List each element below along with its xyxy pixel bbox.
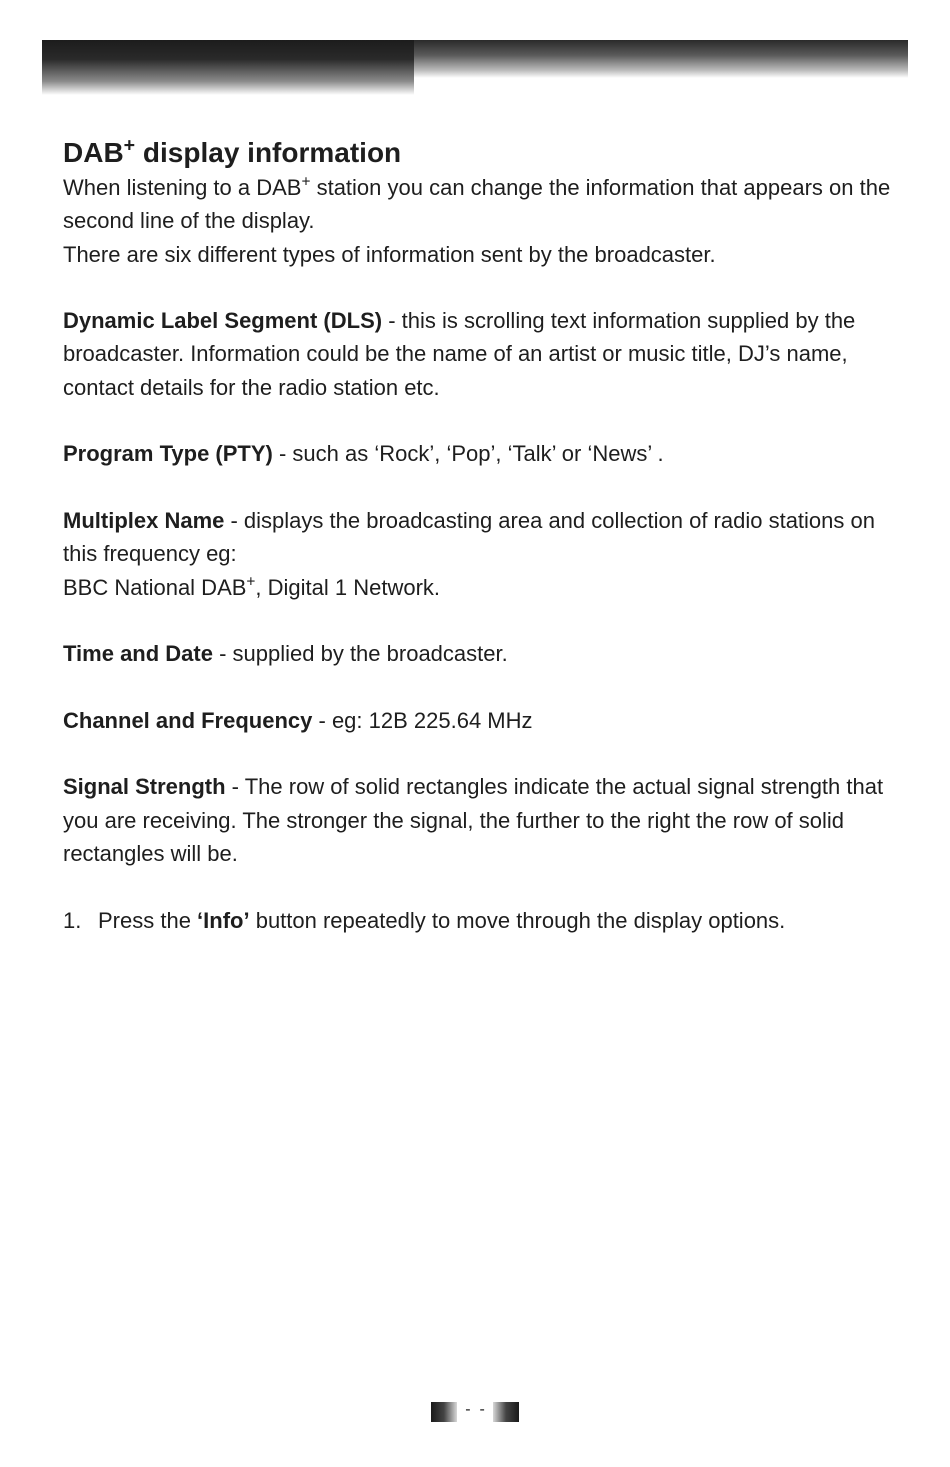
header-bar-gradient-block [414, 40, 908, 78]
info-item-time-date: Time and Date - supplied by the broadcaster. [63, 641, 508, 667]
info-item-signal-strength: Signal Strength - The row of solid rectangles indicate the actual signal strength that you are receiving. The stronger the signal, the further to the right the row of solid rectangles will be. [63, 774, 884, 866]
intro-paragraph: When listening to a DAB+ station you can change the information that appears on the second line of the display. [63, 173, 891, 234]
info-item-multiplex: Multiplex Name - displays the broadcasting area and collection of radio stations on this frequency eg: [63, 507, 875, 567]
step-text: Press the ‘Info’ button repeatedly to move through the display options. [98, 907, 786, 933]
footer-left-block [431, 1402, 457, 1422]
info-item-multiplex-example: BBC National DAB+, Digital 1 Network. [63, 573, 441, 600]
header-bar-dark-block [42, 40, 414, 95]
info-item-dls: Dynamic Label Segment (DLS) - this is scrolling text information supplied by the broadcaster. Information could be the name of an artist or music title, DJ’s name, contact details for the radio station etc. [63, 308, 856, 400]
header-bar [42, 40, 908, 95]
step-item [63, 904, 903, 937]
page-title: DAB+ display information [63, 134, 402, 168]
page-footer [431, 1402, 519, 1422]
info-item-pty: Program Type (PTY) - such as ‘Rock’, ‘Pop’, ‘Talk’ or ‘News’ . [63, 441, 664, 467]
page-number: - - [465, 1401, 485, 1418]
page-content [63, 135, 903, 937]
intro-paragraph-2: There are six different types of information sent by the broadcaster. [63, 241, 716, 267]
footer-right-block [493, 1402, 519, 1422]
info-item-channel-frequency: Channel and Frequency - eg: 12B 225.64 MHz [63, 707, 533, 733]
step-number: 1. [63, 907, 82, 933]
